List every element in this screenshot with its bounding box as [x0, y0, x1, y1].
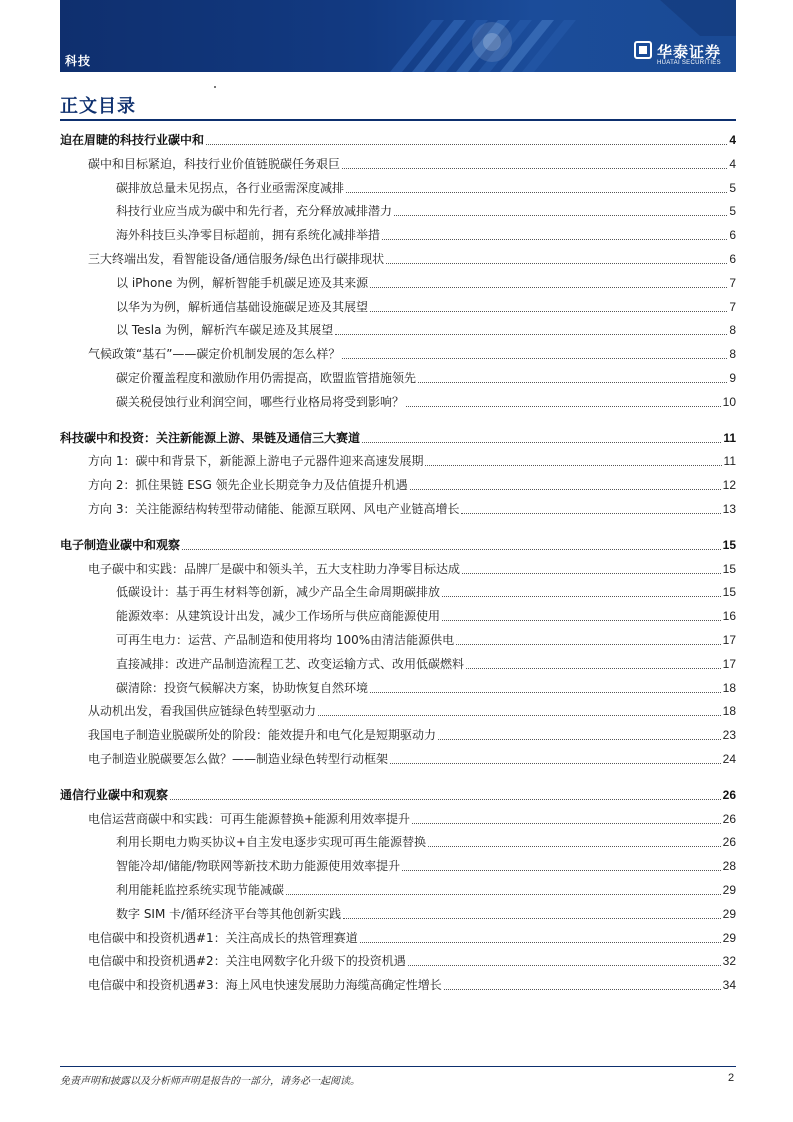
- toc-entry[interactable]: [60, 783, 736, 803]
- toc-dot-leader: [466, 668, 721, 669]
- toc-dot-leader: [428, 846, 721, 847]
- footer-page-number: 2: [728, 1072, 735, 1084]
- toc-entry-page: 18: [722, 704, 736, 719]
- toc-entry-page: 32: [722, 954, 736, 969]
- toc-dot-leader: [335, 334, 727, 335]
- toc-dot-leader: [442, 620, 721, 621]
- toc-dot-leader: [342, 358, 727, 359]
- toc-entry[interactable]: [116, 604, 736, 624]
- toc-entry-label: 迫在眉睫的科技行业碳中和: [60, 133, 205, 147]
- toc-dot-leader: [382, 239, 727, 240]
- toc-entry-label: 利用能耗监控系统实现节能减碳: [116, 883, 285, 897]
- toc-entry-label: 电信碳中和投资机遇#2：关注电网数字化升级下的投资机遇: [88, 954, 406, 969]
- toc-entry-page: 7: [729, 299, 736, 314]
- decorative-dot: [214, 86, 216, 88]
- toc-dot-leader: [370, 692, 721, 693]
- section-tag: 科技: [65, 54, 92, 68]
- toc-dot-leader: [318, 715, 721, 716]
- brand-logo: [633, 40, 735, 70]
- toc-entry[interactable]: [116, 652, 736, 672]
- footer-divider: [60, 1066, 736, 1067]
- toc-entry-page: 6: [729, 252, 736, 266]
- toc-entry[interactable]: [88, 497, 736, 517]
- toc-entry[interactable]: [116, 390, 736, 410]
- toc-dot-leader: [286, 894, 721, 895]
- toc-entry-page: 4: [729, 156, 736, 171]
- toc-dot-leader: [425, 465, 721, 466]
- brand-name-cn: 华泰证券: [657, 43, 722, 61]
- toc-entry[interactable]: [60, 533, 736, 553]
- toc-entry-label: 科技碳中和投资：关注新能源上游、果链及通信三大赛道: [60, 430, 361, 445]
- toc-dot-leader: [462, 573, 721, 574]
- toc-entry-page: 29: [722, 906, 736, 921]
- toc-dot-leader: [206, 144, 727, 145]
- toc-entry-page: 26: [722, 835, 736, 850]
- toc-dot-leader: [182, 549, 721, 550]
- toc-entry-label: 通信行业碳中和观察: [60, 787, 169, 802]
- toc-dot-leader: [406, 406, 721, 407]
- toc-entry-label: 数字 SIM 卡/循环经济平台等其他创新实践: [116, 906, 342, 921]
- toc-entry-page: 8: [729, 323, 736, 338]
- toc-entry-label: 方向 2：抓住果链 ESG 领先企业长期竞争力及估值提升机遇: [88, 478, 408, 493]
- toc-title: 正文目录: [60, 96, 136, 117]
- toc-entry-page: 5: [729, 204, 736, 219]
- toc-entry-page: 7: [729, 275, 736, 290]
- toc-entry-label: 碳定价覆盖程度和激励作用仍需提高，欧盟监管措施领先: [116, 371, 417, 385]
- toc-entry[interactable]: [88, 557, 736, 577]
- toc-dot-leader: [456, 644, 721, 645]
- toc-entry-page: 10: [722, 394, 736, 409]
- footer-disclaimer: 免责声明和披露以及分析师声明是报告的一部分，请务必一起阅读。: [60, 1076, 360, 1087]
- toc-entry-label: 海外科技巨头净零目标超前，拥有系统化减排举措: [116, 228, 381, 243]
- toc-entry[interactable]: [116, 176, 736, 196]
- toc-entry[interactable]: [88, 152, 736, 172]
- toc-entry[interactable]: [116, 366, 736, 386]
- toc-dot-leader: [360, 942, 721, 943]
- toc-dot-leader: [410, 489, 721, 490]
- toc-entry-label: 电子碳中和实践：品牌厂是碳中和领头羊，五大支柱助力净零目标达成: [88, 561, 461, 576]
- toc-entry-label: 电子制造业脱碳要怎么做？——制造业绿色转型行动框架: [88, 752, 389, 766]
- toc-entry-page: 11: [723, 430, 736, 445]
- toc-entry-page: 13: [722, 502, 736, 516]
- toc-dot-leader: [412, 823, 721, 824]
- header-band: [60, 0, 736, 72]
- toc-entry-label: 以华为为例，解析通信基础设施碳足迹及其展望: [116, 299, 369, 314]
- toc-entry-page: 9: [729, 371, 736, 385]
- toc-entry[interactable]: [116, 854, 736, 874]
- toc-entry-page: 18: [722, 680, 736, 695]
- toc-dot-leader: [170, 799, 721, 800]
- toc-entry-page: 15: [722, 561, 736, 576]
- toc-entry-page: 6: [729, 228, 736, 243]
- toc-entry[interactable]: [116, 830, 736, 850]
- toc-entry-page: 26: [722, 787, 736, 802]
- brand-name-en: HUATAI SECURITIES: [657, 60, 721, 66]
- toc-entry-page: 4: [729, 133, 736, 147]
- toc-entry[interactable]: [88, 342, 736, 362]
- toc-entry[interactable]: [116, 676, 736, 696]
- toc-entry-page: 23: [722, 728, 736, 743]
- toc-entry[interactable]: [116, 318, 736, 338]
- toc-entry-label: 可再生电力：运营、产品制造和使用将均 100%由清洁能源供电: [116, 633, 455, 647]
- toc-entry-label: 三大终端出发，看智能设备/通信服务/绿色出行碳排现状: [88, 252, 385, 266]
- toc-entry-label: 从动机出发，看我国供应链绿色转型驱动力: [88, 704, 317, 719]
- toc-dot-leader: [370, 311, 727, 312]
- toc-dot-leader: [386, 263, 727, 264]
- toc-entry-label: 科技行业应当成为碳中和先行者，充分释放减排潜力: [116, 204, 393, 219]
- toc-entry-label: 碳排放总量未见拐点，各行业亟需深度减排: [116, 180, 345, 195]
- toc-entry-label: 直接减排：改进产品制造流程工艺、改变运输方式、改用低碳燃料: [116, 656, 465, 671]
- toc-entry-label: 我国电子制造业脱碳所处的阶段：能效提升和电气化是短期驱动力: [88, 728, 437, 743]
- huatai-logo-icon: [633, 40, 653, 60]
- toc-entry[interactable]: [88, 747, 736, 767]
- toc-entry[interactable]: [116, 199, 736, 219]
- toc-entry-label: 利用长期电力购买协议+自主发电逐步实现可再生能源替换: [116, 835, 427, 850]
- toc-entry-page: 24: [722, 752, 736, 766]
- toc-entry[interactable]: [116, 271, 736, 291]
- toc-entry-label: 碳关税侵蚀行业利润空间，哪些行业格局将受到影响？: [116, 394, 405, 409]
- toc-dot-leader: [343, 918, 720, 919]
- toc-entry[interactable]: [88, 926, 736, 946]
- toc-entry-label: 气候政策“基石”——碳定价机制发展的怎么样？: [88, 347, 341, 362]
- toc-entry-page: 29: [722, 883, 736, 897]
- toc-entry-label: 碳清除：投资气候解决方案，协助恢复自然环境: [116, 680, 369, 695]
- toc-entry[interactable]: [88, 949, 736, 969]
- toc-dot-leader: [370, 287, 727, 288]
- toc-entry-page: 17: [722, 656, 736, 671]
- toc-dot-leader: [442, 596, 721, 597]
- toc-entry[interactable]: [88, 247, 736, 267]
- toc-entry-label: 能源效率：从建筑设计出发，减少工作场所与供应商能源使用: [116, 609, 441, 624]
- toc-entry-label: 以 iPhone 为例，解析智能手机碳足迹及其来源: [116, 275, 369, 290]
- toc-entry[interactable]: [88, 699, 736, 719]
- toc-dot-leader: [390, 763, 721, 764]
- toc-entry-page: 26: [722, 811, 736, 826]
- toc-entry-label: 电子制造业碳中和观察: [60, 537, 181, 552]
- toc-entry[interactable]: [116, 628, 736, 648]
- toc-dot-leader: [402, 870, 721, 871]
- toc-dot-leader: [394, 215, 727, 216]
- toc-entry-page: 5: [729, 180, 736, 195]
- toc-entry-page: 8: [729, 347, 736, 362]
- toc-entry-label: 以 Tesla 为例，解析汽车碳足迹及其展望: [116, 323, 334, 338]
- toc-entry[interactable]: [116, 223, 736, 243]
- toc-entry-label: 方向 1：碳中和背景下，新能源上游电子元器件迎来高速发展期: [88, 454, 424, 469]
- toc-entry-label: 电信碳中和投资机遇#1：关注高成长的热管理赛道: [88, 930, 358, 945]
- toc-entry[interactable]: [88, 973, 736, 993]
- toc-entry-page: 12: [722, 478, 736, 493]
- toc-entry-page: 29: [722, 930, 736, 945]
- title-divider: [60, 119, 736, 121]
- toc-entry-label: 低碳设计：基于再生材料等创新，减少产品全生命周期碳排放: [116, 585, 441, 600]
- toc-entry-label: 方向 3：关注能源结构转型带动储能、能源互联网、风电产业链高增长: [88, 502, 460, 516]
- toc-entry[interactable]: [60, 128, 736, 148]
- toc-dot-leader: [444, 989, 721, 990]
- toc-dot-leader: [461, 513, 720, 514]
- toc-entry-label: 智能冷却/储能/物联网等新技术助力能源使用效率提升: [116, 859, 401, 874]
- toc-entry-page: 34: [722, 978, 736, 993]
- toc-entry-page: 17: [722, 633, 736, 647]
- toc-dot-leader: [438, 739, 721, 740]
- toc-entry[interactable]: [88, 723, 736, 743]
- toc-dot-leader: [418, 382, 727, 383]
- toc-entry-page: 28: [722, 859, 736, 874]
- toc-entry-page: 15: [722, 585, 736, 600]
- toc-dot-leader: [342, 168, 727, 169]
- toc-entry-page: 15: [722, 537, 736, 552]
- toc-entry-label: 碳中和目标紧迫，科技行业价值链脱碳任务艰巨: [88, 156, 341, 171]
- toc-entry[interactable]: [116, 580, 736, 600]
- toc-dot-leader: [346, 192, 727, 193]
- toc-entry-label: 电信运营商碳中和实践：可再生能源替换+能源利用效率提升: [88, 811, 411, 826]
- toc-entry[interactable]: [116, 878, 736, 898]
- toc-entry[interactable]: [88, 807, 736, 827]
- toc-dot-leader: [362, 442, 721, 443]
- toc-entry[interactable]: [116, 295, 736, 315]
- toc-entry-page: 11: [723, 454, 736, 469]
- toc-entry[interactable]: [88, 473, 736, 493]
- toc-entry-label: 电信碳中和投资机遇#3：海上风电快速发展助力海缆高确定性增长: [88, 978, 442, 993]
- toc-entry[interactable]: [116, 902, 736, 922]
- toc-entry[interactable]: [60, 426, 736, 446]
- toc-entry[interactable]: [88, 449, 736, 469]
- toc-entry-page: 16: [722, 609, 736, 624]
- toc-dot-leader: [408, 965, 721, 966]
